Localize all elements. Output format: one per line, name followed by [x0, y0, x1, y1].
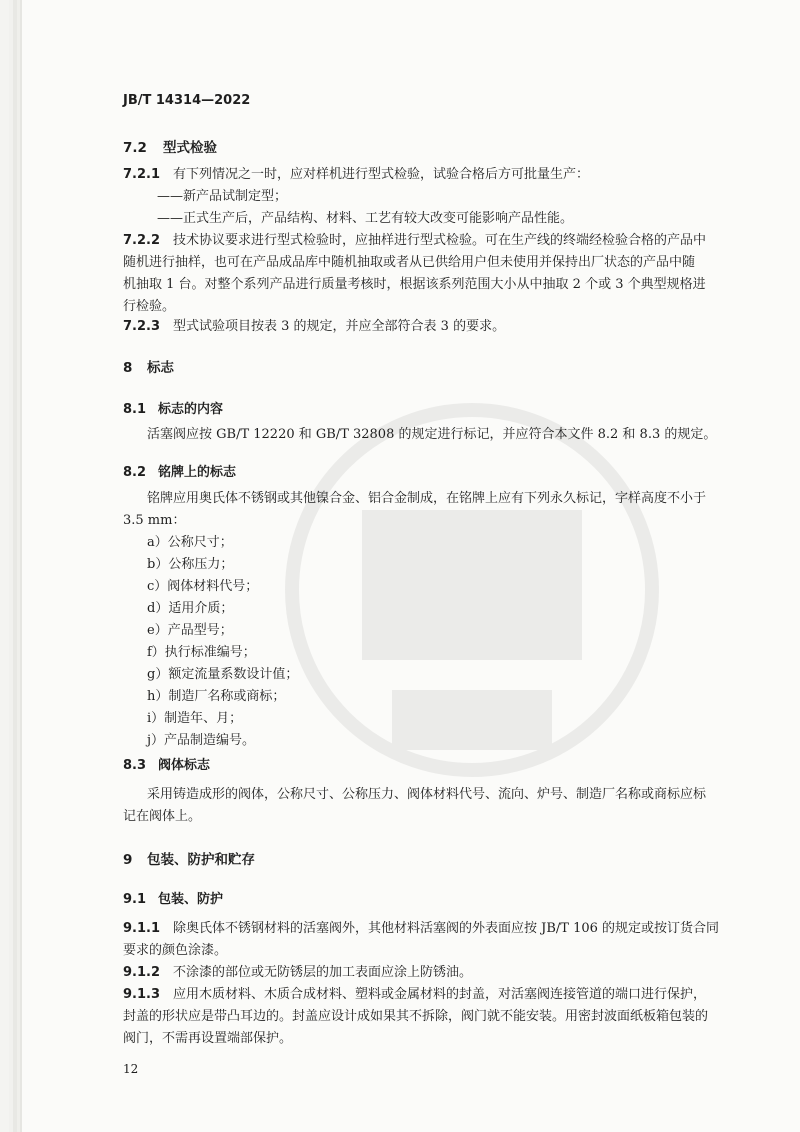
dash-item-1: ——新产品试制定型； [157, 189, 288, 204]
list-item: f）执行标准编号； [147, 645, 256, 660]
section-heading-8-3 [123, 754, 210, 773]
section-heading-8-1 [123, 398, 223, 417]
clause-text-line: 阀门，不需再设置端部保护。 [123, 1031, 293, 1046]
clause-number: 7.2.1 [123, 167, 161, 182]
section-heading-7-2 [123, 136, 217, 156]
section-heading-9-1 [123, 888, 223, 907]
clause-text-line: 行检验。 [123, 299, 176, 314]
clause-text: 有下列情况之一时，应对样机进行型式检验，试验合格后方可批量生产： [173, 167, 590, 182]
clause-9-1-2 [123, 964, 472, 982]
section-title: 标志 [147, 360, 174, 376]
document-page [22, 0, 800, 1132]
section-number: 7.2 [123, 140, 147, 156]
section-number: 8.2 [123, 465, 147, 480]
clause-text-line: 除奥氏体不锈钢材料的活塞阀外，其他材料活塞阀的外表面应按 JB/T 106 的规定或按订货合同 [173, 921, 720, 936]
list-item: j）产品制造编号。 [147, 733, 256, 748]
section-title: 阀体标志 [158, 758, 211, 773]
section-title: 铭牌上的标志 [158, 465, 237, 480]
clause-text-line: 随机进行抽样，也可在产品成品库中随机抽取或者从已供给用户但未使用并保持出厂状态的产品中随 [123, 255, 696, 270]
paragraph-8-1: 活塞阀应按 GB/T 12220 和 GB/T 32808 的规定进行标记，并应符合本文件 8.2 和 8.3 的规定。 [147, 427, 717, 442]
clause-number: 9.1.2 [123, 965, 161, 980]
section-number: 8 [123, 360, 133, 376]
list-item: e）产品型号； [147, 623, 233, 638]
clause-9-1-1 [123, 920, 719, 938]
section-title: 标志的内容 [158, 402, 224, 417]
list-item: b）公称压力； [147, 557, 234, 572]
clause-7-2-2 [123, 232, 706, 250]
clause-9-1-3 [123, 986, 706, 1004]
clause-text-line: 封盖的形状应是带凸耳边的。封盖应设计成如果其不拆除，阀门就不能安装。用密封波面纸板箱包装的 [123, 1009, 709, 1024]
clause-number: 7.2.2 [123, 233, 161, 248]
standard-code-header: JB/T 14314—2022 [123, 93, 251, 108]
clause-number: 7.2.3 [123, 319, 161, 334]
paragraph-8-2-line: 铭牌应用奥氏体不锈钢或其他镍合金、铝合金制成，在铭牌上应有下列永久标记，字样高度不小于 [147, 491, 707, 506]
section-number: 8.3 [123, 758, 147, 773]
clause-7-2-3 [123, 318, 505, 336]
section-title: 包装、防护 [158, 892, 224, 907]
clause-text-line: 应用木质材料、木质合成材料、塑料或金属材料的封盖，对活塞阀连接管道的端口进行保护， [173, 987, 707, 1002]
list-item: h）制造厂名称或商标； [147, 689, 286, 704]
clause-number: 9.1.3 [123, 987, 161, 1002]
section-number: 9.1 [123, 892, 147, 907]
page-number: 12 [123, 1062, 139, 1076]
paragraph-8-3-line: 记在阀体上。 [123, 809, 202, 824]
section-title: 包装、防护和贮存 [147, 852, 255, 868]
clause-text-line: 机抽取 1 台。对整个系列产品进行质量考核时，根据该系列范围大小从中抽取 2 个或 3 个典型规格进 [123, 277, 706, 292]
list-item: i）制造年、月； [147, 711, 243, 726]
paragraph-8-2-line: 3.5 mm： [123, 513, 186, 528]
clause-text-line: 要求的颜色涂漆。 [123, 943, 228, 958]
list-item: g）额定流量系数设计值； [147, 667, 299, 682]
section-title: 型式检验 [163, 140, 217, 156]
section-heading-9 [123, 848, 255, 868]
section-heading-8-2 [123, 461, 236, 480]
clause-text-line: 技术协议要求进行型式检验时，应抽样进行型式检验。可在生产线的终端经检验合格的产品中 [173, 233, 707, 248]
section-number: 8.1 [123, 402, 147, 417]
dash-item-2: ——正式生产后，产品结构、材料、工艺有较大改变可能影响产品性能。 [157, 211, 574, 226]
list-item: a）公称尺寸； [147, 535, 233, 550]
watermark-emblem [272, 390, 672, 830]
list-item: c）阀体材料代号； [147, 579, 259, 594]
list-item: d）适用介质； [147, 601, 234, 616]
clause-text: 不涂漆的部位或无防锈层的加工表面应涂上防锈油。 [173, 965, 473, 980]
paragraph-8-3-line: 采用铸造成形的阀体，公称尺寸、公称压力、阀体材料代号、流向、炉号、制造厂名称或商标应标 [147, 787, 707, 802]
clause-text: 型式试验项目按表 3 的规定，并应全部符合表 3 的要求。 [173, 319, 506, 334]
section-heading-8 [123, 356, 174, 376]
clause-7-2-1 [123, 166, 589, 184]
section-number: 9 [123, 852, 133, 868]
clause-number: 9.1.1 [123, 921, 161, 936]
